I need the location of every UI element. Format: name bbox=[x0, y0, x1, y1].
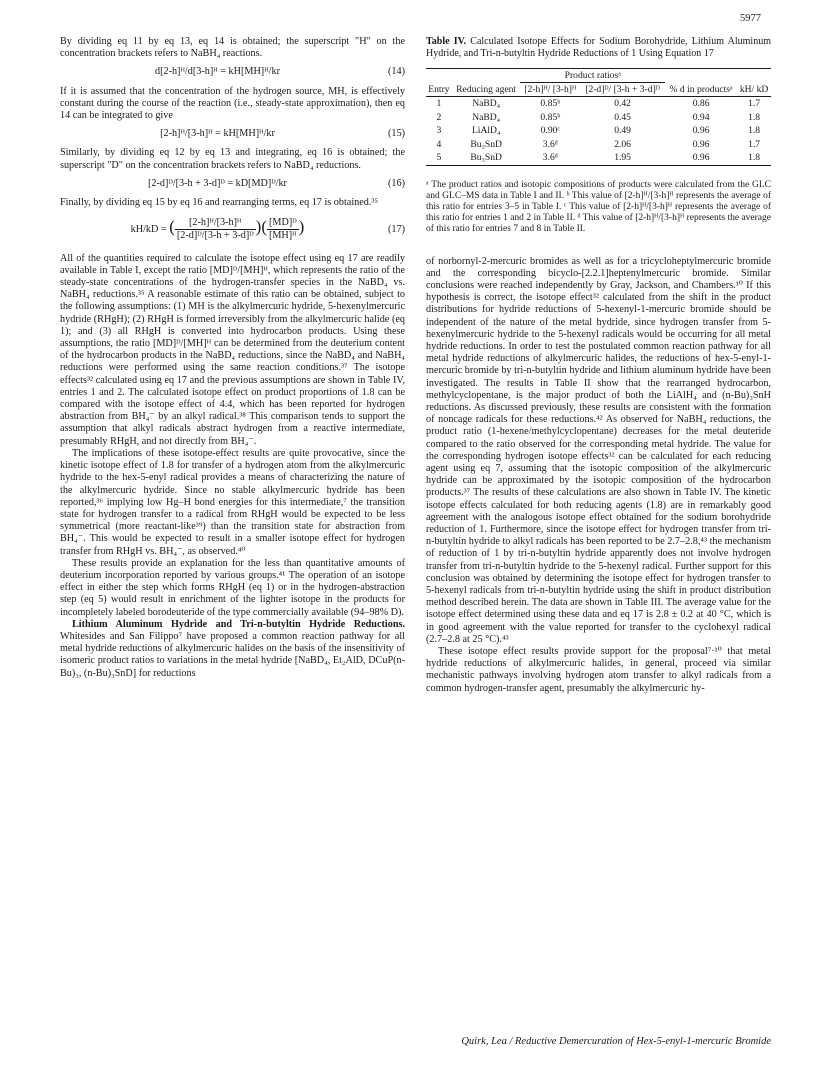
table-row bbox=[426, 124, 771, 138]
table-cell: Bu₃SnD bbox=[470, 138, 502, 150]
table-row bbox=[426, 111, 771, 125]
equation-14 bbox=[60, 66, 405, 78]
denominator: [MH]ᴴ bbox=[268, 230, 297, 242]
table-cell: 4 bbox=[436, 138, 442, 150]
table-header-spacer bbox=[665, 69, 737, 83]
table-cell: 0.96 bbox=[692, 125, 710, 136]
paren: ( bbox=[169, 217, 175, 237]
paragraph: Finally, by dividing eq 15 by eq 16 and rearranging terms, eq 17 is obtained.³⁵ bbox=[60, 197, 379, 209]
table-header-spacer bbox=[737, 69, 771, 83]
fraction bbox=[267, 217, 299, 242]
paragraph: The implications of these isotope-effect results are quite provocative, since the kinetic isotope effect of 1.8 for transfer of a hydrogen atom from the alkylmercuric hydride to the hex-5-enyl radical provides a means of characterizing the nature of the alkylmercuric hydride. Since no stable alkylmercuric hydride has been reported,³⁶ implying low Hg–H bond energies for this intermediate,⁷ the transition state for hydrogen transfer to a radical from RHgH would be expected to be less symmetrical (more reactant-like³⁹) than the transition state for abstraction from BH₄⁻. This would be expected to result in a smaller isotope effect for hydrogen transfer from RHgH vs. BH₄⁻, as observed.⁴⁰ bbox=[60, 447, 405, 557]
table-header-spacer bbox=[426, 69, 452, 83]
equation-15 bbox=[60, 128, 405, 140]
table-cell: 2.06 bbox=[614, 138, 631, 150]
table-group-header: Product ratiosᵃ bbox=[520, 69, 665, 83]
table-header: Entry bbox=[428, 83, 450, 95]
table-cell: NaBD₄ bbox=[472, 98, 501, 109]
table-header: Reducing agent bbox=[456, 83, 517, 95]
denominator: [2-d]ᴰ/[3-h + 3-d]ᴰ bbox=[176, 230, 254, 242]
equation-17 bbox=[60, 217, 405, 242]
table-cell: 3 bbox=[436, 125, 442, 136]
paragraph: of norbornyl-2-mercuric bromides as well as for a tricycloheptylmercuric bromide and the corresponding bicyclo-[2.2.1]heptenylmercuric bromide. Similar conclusions were reached independently by Gray, Jackson, and Chambers.¹⁰ If this hypothesis is correct, the isotope effect³² calculated from the shift in the product distributions for hydride reductions of 5-hexenyl-1-mercuric bromide should be independent of the nature of the metal hydride, since hydrogen transfer from 5-hexenylmercuric hydride to the 5-hexenyl radicals would be occurring for all metal hydride reductions. In order to test the postulated common reaction pathway for all metal hydride reductions of alkylmercuric halides, the reductions of hex-5-enyl-1-mercuric bromide by tri-n-butyltin hydride and lithium aluminum hydride have been investigated. The results in Table II show that the rearranged hydrocarbon, methylcyclopentane, is the major product of both the LiAlH₄ and (n-Bu)₃SnH reductions. As discussed previously, these results are consistent with the formation of noncage radicals for these reductions.⁴² As observed for NaBH₄ reductions, the product ratio (1-hexene/methylcyclopentane) decreases for the metal deuteride compared to the ratio observed for the corresponding metal hydride. The value for the corresponding hydrogen isotope effects³² can be calculated for each reducing agent using eq 7, assuming that the isotopic composition of the alkylmercuric hydride can be approximated by the isotopic composition of the hydrocarbon products.³⁷ The results of these calculations are also shown in Table IV. The kinetic isotope effects calculated for both reducing agents (1.8) are in remarkably good agreement with the analogous isotope effect obtained for the sodium borohydride reduction of 1. Furthermore, since the isotope effect for hydrogen transfer from tri-n-butyltin hydride to alkyl radicals has been reported to be 2.7–2.8,⁴³ the mechanism of reduction of 1 by tri-n-butyltin hydride apparently does not involve hydrogen transfer from tri-n-butyltin hydride to the 5-hexenyl radical. Further support for this conclusion was obtained by determining the isotope effect for hydrogen transfer to 5-hexenyl radicals from tri-n-butyltin hydride using the shift in product distribution method described herein. The data are shown in Table III. The average value for the isotope effect determined using these data and eq 17 is 2.8 ± 0.2 at 40 °C, which is in good agreement with the value reported for transfer to the cyclohexyl radical (2.7–2.8 at 25 °C).⁴³ bbox=[426, 255, 771, 645]
page-number: 5977 bbox=[740, 13, 761, 24]
paren: ) bbox=[255, 217, 262, 237]
table-label: Table IV. bbox=[426, 36, 467, 47]
equation-expression: d[2-h]ᴴ/d[3-h]ᴴ = kH[MH]ᴴ/kr bbox=[154, 66, 281, 78]
table-cell: 2 bbox=[436, 111, 442, 123]
table-caption bbox=[426, 36, 771, 60]
paragraph: All of the quantities required to calculate the isotope effect using eq 17 are readily available in Table I, except the ratio [MD]ᴰ/[MH]ᴴ, which represents the ratio of the steady-state concentrations of the hydrogen-transfer species in the NaBD₄ vs. NaBH₄ reductions.³⁵ A reasonable estimate of this ratio can be obtained, subject to the following assumptions: (1) MH is the alkylmercuric hydride, 5-hexenylmercuric hydride (RHgH); (2) RHgH is formed irreversibly from the alkylmercuric halide (eq 1); and (3) all RHgH is converted into hydrocarbon products. Using these assumptions, the ratio [MD]ᴰ/[MH]ᴴ can be determined from the deuterium content of the hydrocarbon products in the NaBD₄ reductions, since the NaBD₄ and NaBH₄ reductions were performed using the same reaction conditions.³⁷ The isotope effects³² calculated using eq 17 and the previous assumptions are shown in Table IV, entries 1 and 2. The calculated isotope effect on product proportions of 1.8 can be compared with the isotope effect of 4.4, which has been reported for hydrogen abstraction from BH₄⁻ by an alkyl radical.³⁸ This comparison tends to support the assumption that alkyl radicals abstract hydrogen from a reactive intermediate, presumably RHgH, and not directly from BH₄⁻. bbox=[60, 252, 405, 447]
table-cell: 0.86 bbox=[692, 98, 710, 109]
numerator: [2-h]ᴴ/[3-h]ᴴ bbox=[175, 217, 256, 230]
table-cell: 0.90ᶜ bbox=[540, 125, 560, 136]
table-cell: 1.95 bbox=[614, 152, 631, 163]
paren: ( bbox=[261, 217, 267, 237]
paragraph: Similarly, by dividing eq 12 by eq 13 and integrating, eq 16 is obtained; the superscript "D" on the concentration brackets refers to NaBD₄ reductions. bbox=[60, 147, 405, 171]
table-header: kH/ kD bbox=[739, 83, 769, 95]
paragraph: These isotope effect results provide support for the proposal⁷·¹⁰ that metal hydride reductions of alkylmercuric halides, in general, proceed via similar mechanistic pathways involving hydrogen atom transfer to alkyl radicals from a common hydrogen-transfer agent, presumably the alkylmercuric hy- bbox=[426, 646, 771, 694]
isotope-effects-table bbox=[426, 68, 771, 166]
right-column bbox=[426, 36, 771, 695]
table-cell: 0.49 bbox=[614, 125, 631, 136]
paragraph-body: Whitesides and San Filippo⁷ have proposed a common reaction pathway for all metal hydride reductions of alkylmercuric halides on the basis of the insensitivity of isomeric product ratios to variations in the metal hydride [NaBD₄, Et₂AlD, DCuP(n-Bu)₃, (n-Bu)₃SnD] for reductions bbox=[60, 630, 405, 679]
table-header: [2-h]ᴴ/ [3-h]ᴴ bbox=[524, 84, 577, 95]
table-header-spacer bbox=[452, 69, 521, 83]
equation-number: (14) bbox=[388, 66, 405, 78]
table-header: [2-d]ᴰ/ [3-h + 3-d]ᴰ bbox=[585, 84, 660, 95]
table-row bbox=[426, 151, 771, 165]
table-cell: 1 bbox=[436, 98, 442, 109]
table-cell: 5 bbox=[436, 152, 442, 163]
equation-expression: [2-d]ᴰ/[3-h + 3-d]ᴰ = kD[MD]ᴰ/kr bbox=[148, 177, 287, 189]
table-cell: 0.85ᵇ bbox=[540, 98, 561, 109]
paragraph: By dividing eq 11 by eq 13, eq 14 is obtained; the superscript "H" on the concentration brackets refers to NaBH₄ reactions. bbox=[60, 36, 405, 60]
table-cell: 0.96 bbox=[692, 152, 710, 163]
paragraph: If it is assumed that the concentration of the hydrogen source, MH, is effectively constant during the course of the reaction (i.e., steady-state approximation), then eq 14 can be integrated to give bbox=[60, 85, 405, 122]
table-cell: 0.42 bbox=[614, 98, 631, 109]
table-cell: Bu₃SnD bbox=[470, 152, 502, 163]
table-row bbox=[426, 138, 771, 152]
table-cell: 1.8 bbox=[748, 125, 761, 136]
table-cell: 1.8 bbox=[748, 152, 761, 163]
table-cell: 1.7 bbox=[748, 138, 761, 150]
table-cell: 0.94 bbox=[692, 111, 710, 123]
section-heading: Lithium Aluminum Hydride and Tri-n-butyltin Hydride Reductions. bbox=[72, 618, 405, 630]
equation-expression: [2-h]ᴴ/[3-h]ᴴ = kH[MH]ᴴ/kr bbox=[160, 128, 275, 140]
equation-number: (17) bbox=[388, 223, 405, 235]
equation-number: (16) bbox=[388, 177, 405, 189]
table-header: % d in productsᵃ bbox=[669, 83, 733, 95]
table-cell: 0.96 bbox=[692, 138, 710, 150]
numerator: [MD]ᴰ bbox=[267, 217, 299, 230]
paragraph bbox=[60, 619, 405, 680]
equation-16 bbox=[60, 178, 405, 190]
table-cell: 3.6ᵈ bbox=[542, 138, 558, 150]
equation-lhs: kH/kD = bbox=[130, 224, 167, 236]
running-footer: Quirk, Lea / Reductive Demercuration of Hex-5-enyl-1-mercuric Bromide bbox=[461, 1036, 771, 1047]
fraction bbox=[175, 217, 256, 242]
equation-expression bbox=[60, 217, 375, 242]
table-cell: 0.45 bbox=[614, 111, 631, 123]
table-cell: NaBD₄ bbox=[472, 111, 501, 123]
table-caption-text: Calculated Isotope Effects for Sodium Borohydride, Lithium Aluminum Hydride, and Tri-n-butyltin Hydride Reductions of 1 Using Equation 17 bbox=[426, 36, 771, 59]
table-row bbox=[426, 97, 771, 111]
paren: ) bbox=[298, 217, 305, 237]
table-cell: 0.85ᵇ bbox=[540, 111, 561, 123]
table-cell: 1.8 bbox=[748, 111, 761, 123]
table-cell: 1.7 bbox=[748, 98, 761, 109]
table-cell: LiAlD₄ bbox=[471, 125, 501, 136]
equation-number: (15) bbox=[388, 128, 405, 140]
table-footnotes: ᵃ The product ratios and isotopic compositions of products were calculated from the GLC and GLC–MS data in Table I and II. ᵇ This value of [2-h]ᴴ/[3-h]ᴴ represents the average of this ratio for entries 3–5 in Table I. ᶜ This value of [2-h]ᴴ/[3-h]ᴴ represents the average of this ratio for entries 1 and 2 in Table II. ᵈ This value of [2-h]ᴴ/[3-h]ᴴ represents the average of this ratio for entries 7 and 8 in Table II. bbox=[426, 179, 771, 235]
table-cell: 3.6ᵈ bbox=[542, 152, 558, 163]
paragraph: These results provide an explanation for the less than quantitative amounts of deuterium incorporation reported by various groups.⁴¹ The operation of an isotope effect in either the step which forms RHgH (eq 1) or in the hydrogen-abstraction step (eq 5) would result in enrichment of the lighter isotope in the products for incompletely labeled borodeuteride of the type commercially available (94–98% D). bbox=[60, 557, 405, 618]
left-column bbox=[60, 36, 405, 680]
